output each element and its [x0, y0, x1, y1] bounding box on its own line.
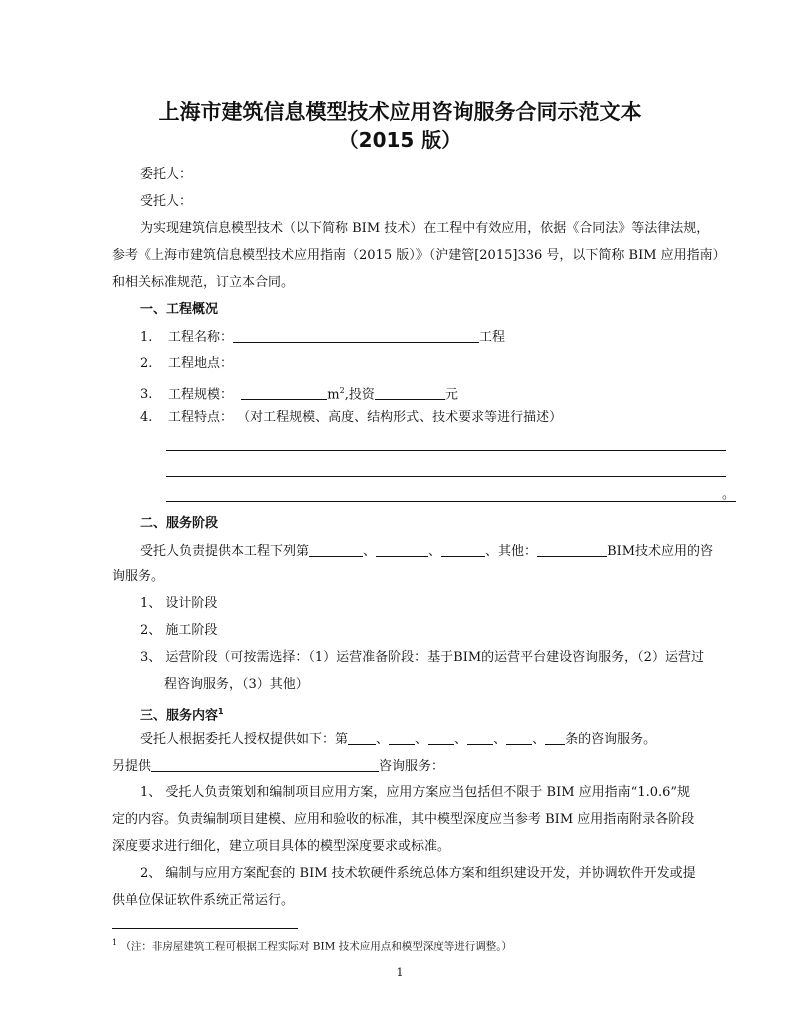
item-blank[interactable] — [389, 730, 415, 745]
separator: 、 — [532, 732, 546, 747]
investment-label: ,投资 — [344, 387, 375, 403]
service-content-text-end: 条的咨询服务。 — [565, 732, 657, 747]
clause-2-line-1: 2、 编制与应用方案配套的 BIM 技术软硬件系统总体方案和组织建设开发，并协调软件开发或提 — [140, 866, 696, 881]
stage-item-operation-cont: 程咨询服务，（3）其他） — [164, 677, 309, 692]
project-features-label: 工程特点： — [168, 410, 234, 425]
additional-blank[interactable] — [151, 757, 379, 772]
footnote-ref[interactable]: 1 — [218, 707, 224, 716]
separator: 、 — [428, 544, 442, 559]
project-scale-label: 工程规模： — [168, 387, 234, 403]
item-blank[interactable] — [467, 730, 493, 745]
stage-blank[interactable] — [376, 542, 428, 557]
clause-2-line-2: 供单位保证软件系统正常运行。 — [112, 893, 295, 908]
contractor-line: 受托人： — [140, 194, 193, 209]
service-stage-text: 受托人负责提供本工程下列第 — [140, 544, 310, 559]
additional-label: 另提供 — [112, 759, 152, 774]
stage-blank[interactable] — [441, 542, 485, 557]
other-label: 、其他： — [485, 544, 538, 559]
footnote-mark: 1 — [112, 938, 118, 947]
project-features-line — [140, 409, 562, 427]
item-blank[interactable] — [506, 730, 532, 745]
clause-1-line-3: 深度要求进行细化，建立项目具体的模型深度要求或标准。 — [112, 839, 451, 854]
item-number: 3. — [140, 387, 153, 403]
project-scale-blank[interactable] — [241, 385, 327, 400]
footnote-text: （注：非房屋建筑工程可根据工程实际对 BIM 技术应用点和模型深度等进行调整。） — [120, 940, 512, 953]
client-line: 委托人： — [140, 167, 193, 182]
separator: 、 — [493, 732, 507, 747]
separator: 、 — [376, 732, 390, 747]
stage-item-design: 1、 设计阶段 — [140, 596, 218, 611]
footnote — [112, 936, 512, 954]
item-blank[interactable] — [348, 730, 376, 745]
clause-1-line-1: 1、 受托人负责策划和编制项目应用方案，应用方案应当包括但不限于 BIM 应用指南“1.0.6”规 — [140, 785, 691, 800]
intro-line-3: 和相关标准规范，订立本合同。 — [112, 275, 295, 290]
stage-item-operation: 3、 运营阶段（可按需选择：（1）运营准备阶段：基于BIM的运营平台建设咨询服务，（2）运营过 — [140, 650, 704, 665]
section3-heading-text: 三、服务内容 — [140, 708, 219, 724]
item-number: 4. — [140, 410, 153, 425]
separator: 、 — [415, 732, 429, 747]
investment-unit: 元 — [444, 387, 458, 403]
footnote-separator — [112, 928, 298, 929]
project-location-line — [140, 355, 233, 373]
item-number: 2. — [140, 356, 153, 371]
item-blank[interactable] — [545, 730, 565, 745]
section2-heading: 二、服务阶段 — [140, 516, 219, 531]
area-unit: m — [327, 387, 340, 403]
clause-1-line-2: 定的内容。负责编制项目建模、应用和验收的标准，其中模型深度应当参考 BIM 应用指南附录各阶段 — [112, 812, 695, 827]
item-number: 1. — [140, 330, 153, 345]
service-stage-line-2: 询服务。 — [112, 569, 165, 584]
page-number: 1 — [396, 966, 404, 979]
separator: 、 — [363, 544, 377, 559]
document-subtitle: （2015 版） — [338, 128, 462, 152]
item-blank[interactable] — [428, 730, 454, 745]
investment-blank[interactable] — [375, 385, 445, 400]
project-scale-line — [140, 382, 458, 404]
intro-line-2: 参考《上海市建筑信息模型技术应用指南（2015 版）》（沪建管[2015]336 号，以下简称 BIM 应用指南） — [112, 248, 726, 263]
section1-heading: 一、工程概况 — [140, 302, 219, 317]
features-blank-line[interactable] — [166, 476, 726, 477]
intro-line-1: 为实现建筑信息模型技术（以下简称 BIM 技术）在工程中有效应用，依据《合同法》等法律法规， — [140, 221, 710, 236]
project-location-label: 工程地点： — [168, 356, 234, 371]
area-unit-sup: 2 — [339, 386, 345, 395]
service-stage-text-end: BIM技术应用的咨 — [607, 544, 714, 559]
document-title: 上海市建筑信息模型技术应用咨询服务合同示范文本 — [158, 100, 642, 124]
service-stage-line-1 — [140, 542, 713, 561]
project-name-label: 工程名称： — [168, 330, 234, 345]
service-content-text: 受托人根据委托人授权提供如下：第 — [140, 732, 349, 747]
separator: 、 — [454, 732, 468, 747]
stage-blank[interactable] — [309, 542, 363, 557]
features-blank-line[interactable] — [166, 501, 736, 502]
project-name-blank[interactable] — [233, 328, 479, 343]
project-features-note: （对工程规模、高度、结构形式、技术要求等进行描述） — [237, 410, 563, 425]
features-blank-line[interactable] — [166, 450, 726, 451]
stage-item-construction: 2、 施工阶段 — [140, 623, 218, 638]
service-content-line-1 — [140, 730, 656, 749]
other-blank[interactable] — [537, 542, 607, 557]
project-name-line — [140, 328, 505, 347]
project-name-suffix: 工程 — [479, 330, 506, 345]
service-content-line-2 — [112, 757, 444, 776]
section3-heading — [140, 703, 224, 725]
additional-suffix: 咨询服务： — [379, 759, 445, 774]
end-mark: 。 — [722, 487, 736, 502]
